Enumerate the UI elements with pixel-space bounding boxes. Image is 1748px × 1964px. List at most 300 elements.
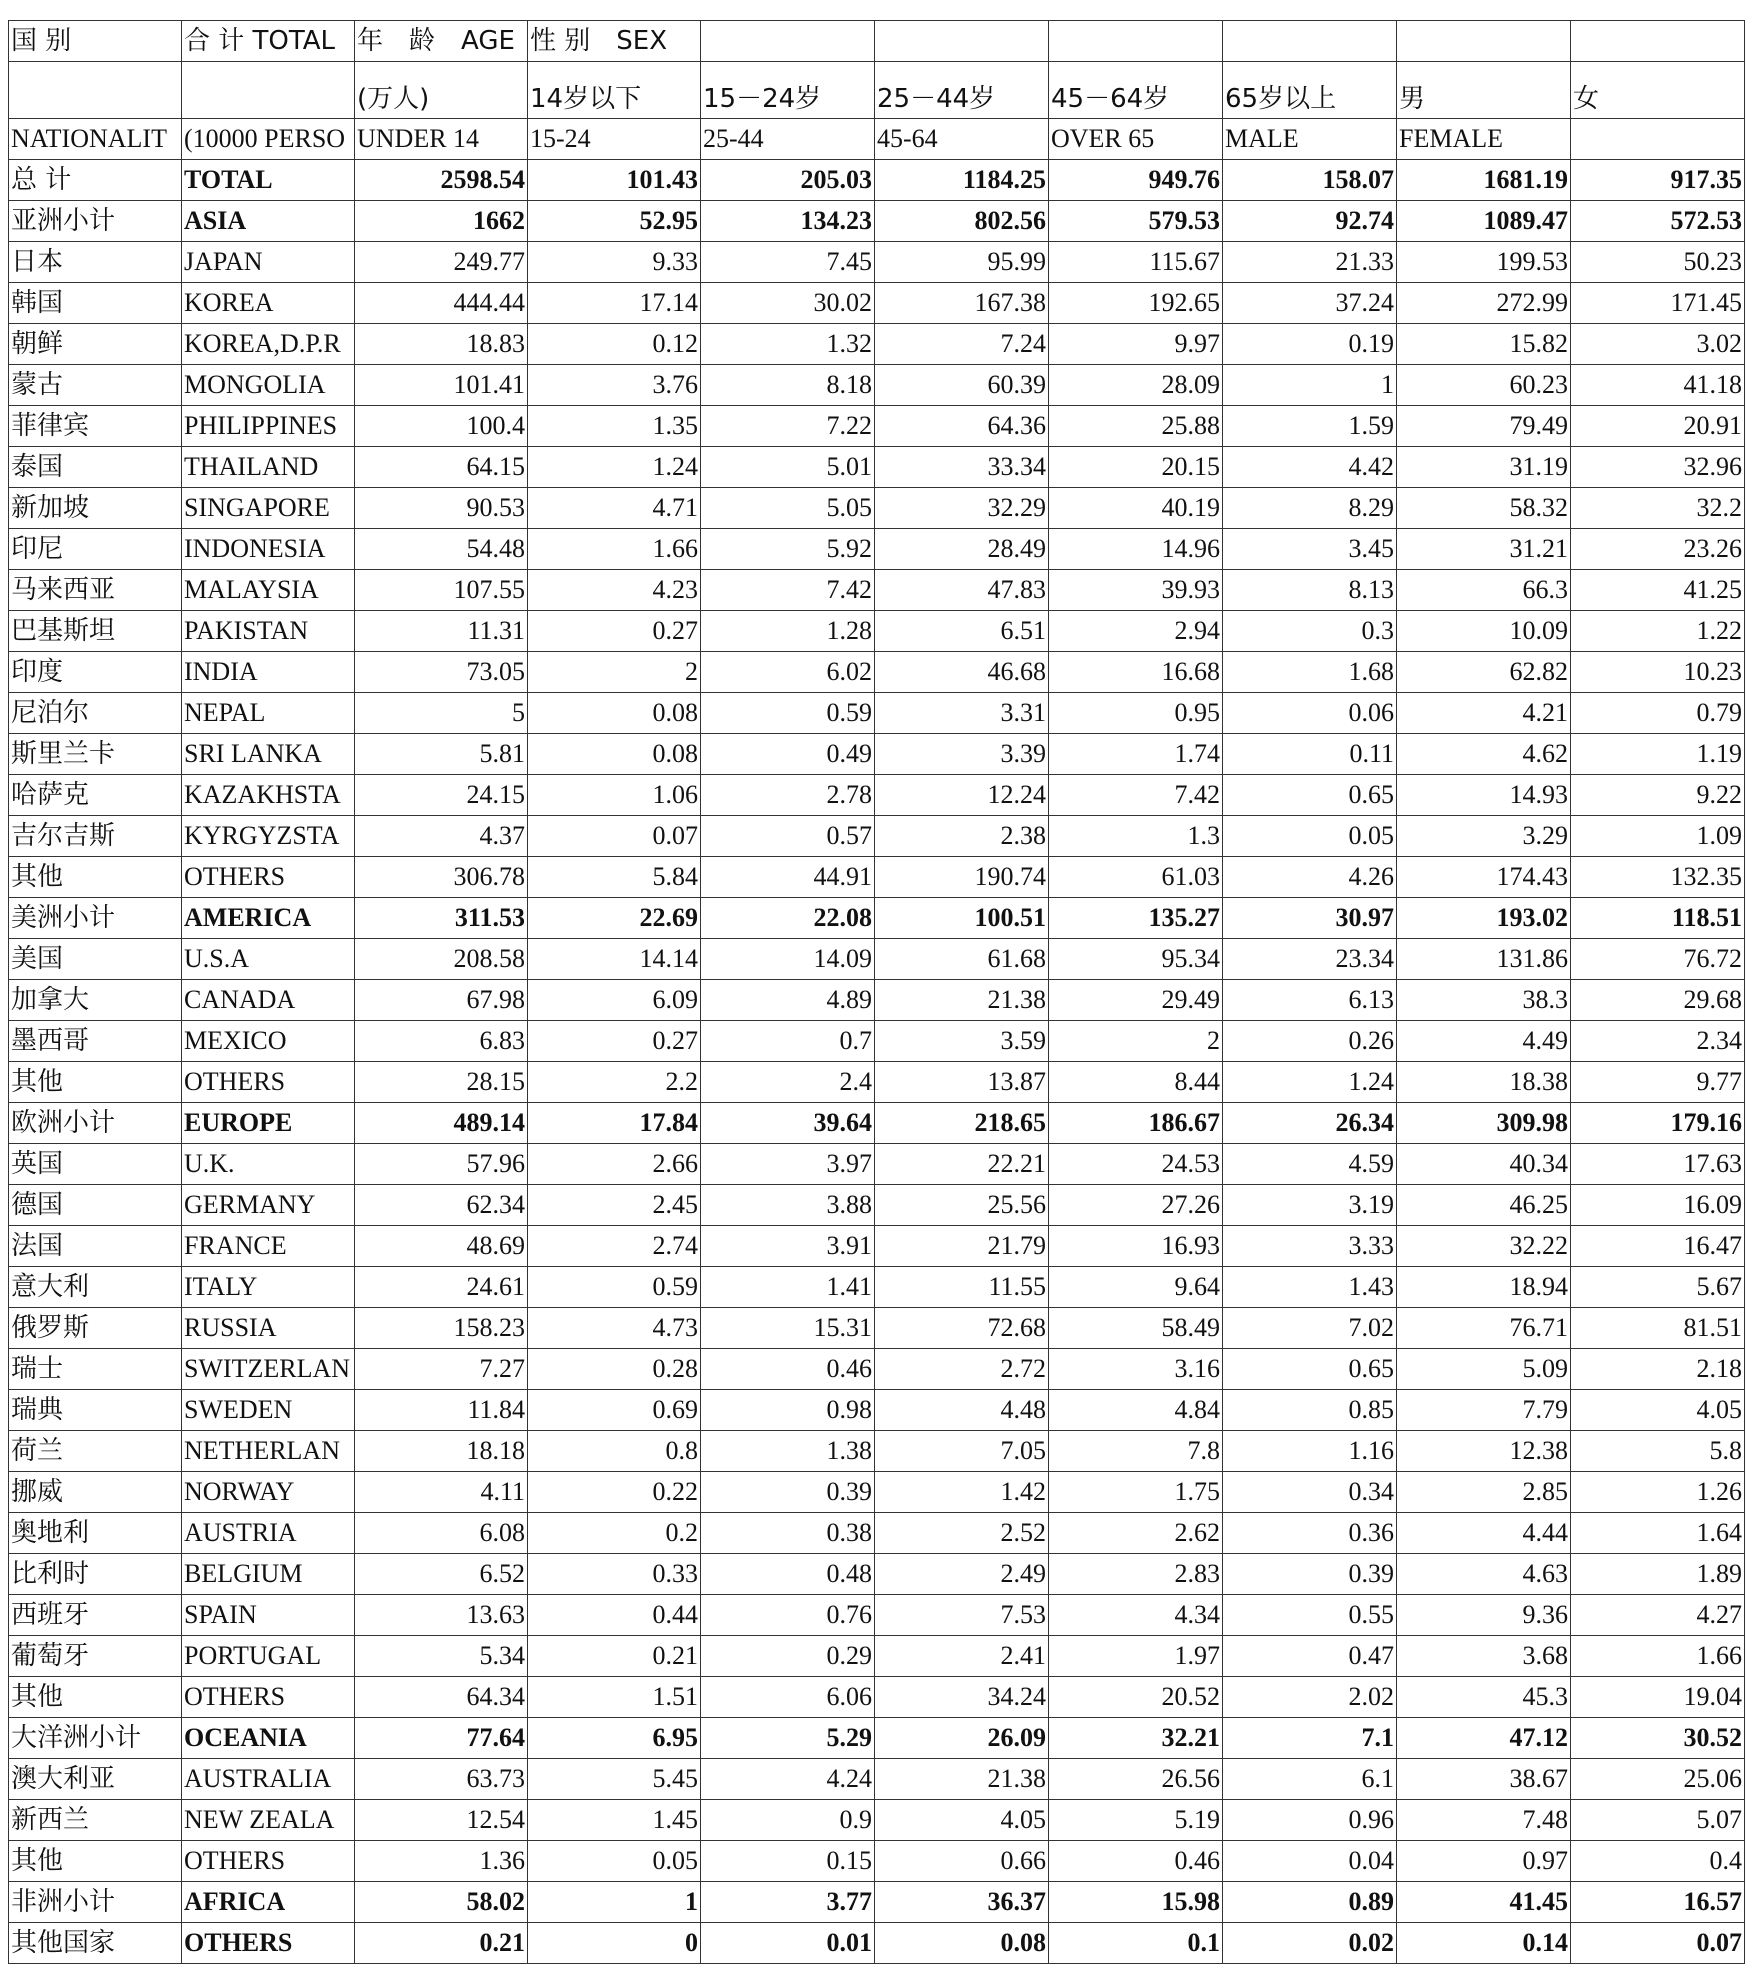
value-cell[interactable]: 28.49 (875, 529, 1049, 570)
value-cell[interactable]: 54.48 (355, 529, 528, 570)
value-cell[interactable]: 2.83 (1049, 1554, 1223, 1595)
value-cell[interactable]: 1.28 (701, 611, 875, 652)
value-cell[interactable]: 0.46 (1049, 1841, 1223, 1882)
value-cell[interactable]: 4.84 (1049, 1390, 1223, 1431)
value-cell[interactable]: 171.45 (1571, 283, 1745, 324)
value-cell[interactable]: 0.69 (528, 1390, 701, 1431)
value-cell[interactable]: 0.27 (528, 611, 701, 652)
value-cell[interactable]: 14.96 (1049, 529, 1223, 570)
value-cell[interactable]: 0.1 (1049, 1923, 1223, 1964)
value-cell[interactable]: 18.18 (355, 1431, 528, 1472)
header-cell[interactable] (701, 21, 875, 62)
value-cell[interactable]: 3.31 (875, 693, 1049, 734)
value-cell[interactable]: 39.64 (701, 1103, 875, 1144)
header-cell[interactable]: 年 龄 AGE (355, 21, 528, 62)
value-cell[interactable]: 158.23 (355, 1308, 528, 1349)
nationality-zh-cell[interactable]: 墨西哥 (9, 1021, 182, 1062)
value-cell[interactable]: 3.19 (1223, 1185, 1397, 1226)
nationality-zh-cell[interactable]: 马来西亚 (9, 570, 182, 611)
value-cell[interactable]: 24.61 (355, 1267, 528, 1308)
header-cell[interactable]: FEMALE (1397, 119, 1571, 160)
nationality-zh-cell[interactable]: 巴基斯坦 (9, 611, 182, 652)
nationality-en-cell[interactable]: KYRGYZSTA (182, 816, 355, 857)
header-cell[interactable]: MALE (1223, 119, 1397, 160)
value-cell[interactable]: 4.71 (528, 488, 701, 529)
nationality-en-cell[interactable]: U.K. (182, 1144, 355, 1185)
value-cell[interactable]: 20.15 (1049, 447, 1223, 488)
value-cell[interactable]: 917.35 (1571, 160, 1745, 201)
value-cell[interactable]: 101.43 (528, 160, 701, 201)
nationality-en-cell[interactable]: SWEDEN (182, 1390, 355, 1431)
nationality-en-cell[interactable]: SRI LANKA (182, 734, 355, 775)
nationality-en-cell[interactable]: TOTAL (182, 160, 355, 201)
header-cell[interactable]: (10000 PERSO (182, 119, 355, 160)
nationality-en-cell[interactable]: NORWAY (182, 1472, 355, 1513)
value-cell[interactable]: 29.49 (1049, 980, 1223, 1021)
nationality-zh-cell[interactable]: 吉尔吉斯 (9, 816, 182, 857)
value-cell[interactable]: 15.31 (701, 1308, 875, 1349)
nationality-zh-cell[interactable]: 蒙古 (9, 365, 182, 406)
value-cell[interactable]: 17.14 (528, 283, 701, 324)
value-cell[interactable]: 72.68 (875, 1308, 1049, 1349)
value-cell[interactable]: 6.02 (701, 652, 875, 693)
value-cell[interactable]: 2.66 (528, 1144, 701, 1185)
value-cell[interactable]: 7.53 (875, 1595, 1049, 1636)
value-cell[interactable]: 7.8 (1049, 1431, 1223, 1472)
value-cell[interactable]: 37.24 (1223, 283, 1397, 324)
value-cell[interactable]: 4.21 (1397, 693, 1571, 734)
value-cell[interactable]: 3.16 (1049, 1349, 1223, 1390)
value-cell[interactable]: 2.45 (528, 1185, 701, 1226)
value-cell[interactable]: 62.34 (355, 1185, 528, 1226)
value-cell[interactable]: 18.94 (1397, 1267, 1571, 1308)
value-cell[interactable]: 249.77 (355, 242, 528, 283)
nationality-en-cell[interactable]: AFRICA (182, 1882, 355, 1923)
value-cell[interactable]: 0.14 (1397, 1923, 1571, 1964)
value-cell[interactable]: 0.98 (701, 1390, 875, 1431)
value-cell[interactable]: 444.44 (355, 283, 528, 324)
nationality-zh-cell[interactable]: 泰国 (9, 447, 182, 488)
value-cell[interactable]: 3.39 (875, 734, 1049, 775)
nationality-zh-cell[interactable]: 其他 (9, 1677, 182, 1718)
header-cell[interactable]: 45－64岁 (1049, 62, 1223, 119)
nationality-zh-cell[interactable]: 英国 (9, 1144, 182, 1185)
value-cell[interactable]: 0.38 (701, 1513, 875, 1554)
nationality-en-cell[interactable]: OTHERS (182, 857, 355, 898)
value-cell[interactable]: 3.88 (701, 1185, 875, 1226)
value-cell[interactable]: 16.57 (1571, 1882, 1745, 1923)
value-cell[interactable]: 190.74 (875, 857, 1049, 898)
value-cell[interactable]: 0.66 (875, 1841, 1049, 1882)
header-cell[interactable]: OVER 65 (1049, 119, 1223, 160)
header-cell[interactable]: 国 别 (9, 21, 182, 62)
value-cell[interactable]: 2.78 (701, 775, 875, 816)
value-cell[interactable]: 572.53 (1571, 201, 1745, 242)
value-cell[interactable]: 3.97 (701, 1144, 875, 1185)
value-cell[interactable]: 40.34 (1397, 1144, 1571, 1185)
value-cell[interactable]: 16.93 (1049, 1226, 1223, 1267)
value-cell[interactable]: 40.19 (1049, 488, 1223, 529)
value-cell[interactable]: 6.95 (528, 1718, 701, 1759)
value-cell[interactable]: 100.51 (875, 898, 1049, 939)
value-cell[interactable]: 44.91 (701, 857, 875, 898)
nationality-en-cell[interactable]: ITALY (182, 1267, 355, 1308)
nationality-en-cell[interactable]: MONGOLIA (182, 365, 355, 406)
value-cell[interactable]: 32.2 (1571, 488, 1745, 529)
nationality-en-cell[interactable]: KOREA,D.P.R (182, 324, 355, 365)
value-cell[interactable]: 29.68 (1571, 980, 1745, 1021)
value-cell[interactable]: 6.08 (355, 1513, 528, 1554)
value-cell[interactable]: 0.15 (701, 1841, 875, 1882)
value-cell[interactable]: 0.12 (528, 324, 701, 365)
nationality-en-cell[interactable]: AMERICA (182, 898, 355, 939)
value-cell[interactable]: 0.59 (701, 693, 875, 734)
value-cell[interactable]: 118.51 (1571, 898, 1745, 939)
value-cell[interactable]: 32.96 (1571, 447, 1745, 488)
value-cell[interactable]: 2.85 (1397, 1472, 1571, 1513)
header-cell[interactable] (1397, 21, 1571, 62)
value-cell[interactable]: 311.53 (355, 898, 528, 939)
value-cell[interactable]: 0.02 (1223, 1923, 1397, 1964)
value-cell[interactable]: 76.71 (1397, 1308, 1571, 1349)
value-cell[interactable]: 1.26 (1571, 1472, 1745, 1513)
header-cell[interactable]: 25－44岁 (875, 62, 1049, 119)
value-cell[interactable]: 2.72 (875, 1349, 1049, 1390)
value-cell[interactable]: 38.3 (1397, 980, 1571, 1021)
value-cell[interactable]: 2598.54 (355, 160, 528, 201)
value-cell[interactable]: 9.36 (1397, 1595, 1571, 1636)
value-cell[interactable]: 100.4 (355, 406, 528, 447)
value-cell[interactable]: 24.53 (1049, 1144, 1223, 1185)
value-cell[interactable]: 63.73 (355, 1759, 528, 1800)
value-cell[interactable]: 12.24 (875, 775, 1049, 816)
value-cell[interactable]: 5.45 (528, 1759, 701, 1800)
value-cell[interactable]: 0.4 (1571, 1841, 1745, 1882)
value-cell[interactable]: 4.34 (1049, 1595, 1223, 1636)
nationality-en-cell[interactable]: KAZAKHSTA (182, 775, 355, 816)
value-cell[interactable]: 20.91 (1571, 406, 1745, 447)
value-cell[interactable]: 2.18 (1571, 1349, 1745, 1390)
value-cell[interactable]: 7.27 (355, 1349, 528, 1390)
nationality-en-cell[interactable]: EUROPE (182, 1103, 355, 1144)
value-cell[interactable]: 5.8 (1571, 1431, 1745, 1472)
value-cell[interactable]: 4.42 (1223, 447, 1397, 488)
nationality-en-cell[interactable]: AUSTRALIA (182, 1759, 355, 1800)
header-cell[interactable] (1223, 21, 1397, 62)
value-cell[interactable]: 5.07 (1571, 1800, 1745, 1841)
value-cell[interactable]: 20.52 (1049, 1677, 1223, 1718)
value-cell[interactable]: 32.21 (1049, 1718, 1223, 1759)
value-cell[interactable]: 8.13 (1223, 570, 1397, 611)
header-cell[interactable] (875, 21, 1049, 62)
value-cell[interactable]: 23.26 (1571, 529, 1745, 570)
value-cell[interactable]: 3.77 (701, 1882, 875, 1923)
value-cell[interactable]: 14.09 (701, 939, 875, 980)
nationality-zh-cell[interactable]: 法国 (9, 1226, 182, 1267)
value-cell[interactable]: 1 (1223, 365, 1397, 406)
value-cell[interactable]: 7.48 (1397, 1800, 1571, 1841)
nationality-en-cell[interactable]: OTHERS (182, 1677, 355, 1718)
value-cell[interactable]: 64.34 (355, 1677, 528, 1718)
value-cell[interactable]: 0.06 (1223, 693, 1397, 734)
value-cell[interactable]: 3.29 (1397, 816, 1571, 857)
nationality-zh-cell[interactable]: 荷兰 (9, 1431, 182, 1472)
value-cell[interactable]: 6.83 (355, 1021, 528, 1062)
value-cell[interactable]: 0.85 (1223, 1390, 1397, 1431)
value-cell[interactable]: 0.27 (528, 1021, 701, 1062)
value-cell[interactable]: 21.38 (875, 980, 1049, 1021)
value-cell[interactable]: 186.67 (1049, 1103, 1223, 1144)
value-cell[interactable]: 4.44 (1397, 1513, 1571, 1554)
nationality-zh-cell[interactable]: 西班牙 (9, 1595, 182, 1636)
value-cell[interactable]: 579.53 (1049, 201, 1223, 242)
value-cell[interactable]: 2.49 (875, 1554, 1049, 1595)
nationality-en-cell[interactable]: PHILIPPINES (182, 406, 355, 447)
value-cell[interactable]: 3.33 (1223, 1226, 1397, 1267)
value-cell[interactable]: 64.36 (875, 406, 1049, 447)
nationality-zh-cell[interactable]: 瑞士 (9, 1349, 182, 1390)
value-cell[interactable]: 0.11 (1223, 734, 1397, 775)
value-cell[interactable]: 13.87 (875, 1062, 1049, 1103)
value-cell[interactable]: 9.97 (1049, 324, 1223, 365)
value-cell[interactable]: 0.04 (1223, 1841, 1397, 1882)
value-cell[interactable]: 9.64 (1049, 1267, 1223, 1308)
value-cell[interactable]: 6.06 (701, 1677, 875, 1718)
value-cell[interactable]: 6.09 (528, 980, 701, 1021)
value-cell[interactable]: 73.05 (355, 652, 528, 693)
value-cell[interactable]: 179.16 (1571, 1103, 1745, 1144)
value-cell[interactable]: 1.66 (528, 529, 701, 570)
value-cell[interactable]: 18.83 (355, 324, 528, 365)
header-cell[interactable]: 性 别 SEX (528, 21, 701, 62)
value-cell[interactable]: 0.08 (875, 1923, 1049, 1964)
value-cell[interactable]: 1.97 (1049, 1636, 1223, 1677)
value-cell[interactable]: 2.94 (1049, 611, 1223, 652)
value-cell[interactable]: 1.3 (1049, 816, 1223, 857)
value-cell[interactable]: 0.07 (1571, 1923, 1745, 1964)
value-cell[interactable]: 0.08 (528, 734, 701, 775)
value-cell[interactable]: 19.04 (1571, 1677, 1745, 1718)
value-cell[interactable]: 33.34 (875, 447, 1049, 488)
value-cell[interactable]: 9.22 (1571, 775, 1745, 816)
value-cell[interactable]: 2.4 (701, 1062, 875, 1103)
value-cell[interactable]: 0.08 (528, 693, 701, 734)
value-cell[interactable]: 0.8 (528, 1431, 701, 1472)
value-cell[interactable]: 26.34 (1223, 1103, 1397, 1144)
value-cell[interactable]: 34.24 (875, 1677, 1049, 1718)
value-cell[interactable]: 1.74 (1049, 734, 1223, 775)
value-cell[interactable]: 0.89 (1223, 1882, 1397, 1923)
value-cell[interactable]: 0.47 (1223, 1636, 1397, 1677)
value-cell[interactable]: 0.44 (528, 1595, 701, 1636)
nationality-en-cell[interactable]: PAKISTAN (182, 611, 355, 652)
value-cell[interactable]: 3.68 (1397, 1636, 1571, 1677)
value-cell[interactable]: 1.32 (701, 324, 875, 365)
value-cell[interactable]: 4.05 (1571, 1390, 1745, 1431)
value-cell[interactable]: 92.74 (1223, 201, 1397, 242)
value-cell[interactable]: 61.03 (1049, 857, 1223, 898)
value-cell[interactable]: 60.39 (875, 365, 1049, 406)
value-cell[interactable]: 0.07 (528, 816, 701, 857)
value-cell[interactable]: 25.56 (875, 1185, 1049, 1226)
value-cell[interactable]: 5.92 (701, 529, 875, 570)
value-cell[interactable]: 22.69 (528, 898, 701, 939)
value-cell[interactable]: 14.14 (528, 939, 701, 980)
value-cell[interactable]: 4.11 (355, 1472, 528, 1513)
value-cell[interactable]: 1.42 (875, 1472, 1049, 1513)
value-cell[interactable]: 4.26 (1223, 857, 1397, 898)
value-cell[interactable]: 16.09 (1571, 1185, 1745, 1226)
value-cell[interactable]: 0.21 (528, 1636, 701, 1677)
header-cell[interactable] (182, 62, 355, 119)
header-cell[interactable]: UNDER 14 (355, 119, 528, 160)
value-cell[interactable]: 95.99 (875, 242, 1049, 283)
value-cell[interactable]: 1.64 (1571, 1513, 1745, 1554)
value-cell[interactable]: 0.7 (701, 1021, 875, 1062)
nationality-zh-cell[interactable]: 德国 (9, 1185, 182, 1226)
value-cell[interactable]: 11.84 (355, 1390, 528, 1431)
value-cell[interactable]: 64.15 (355, 447, 528, 488)
value-cell[interactable]: 0.65 (1223, 775, 1397, 816)
value-cell[interactable]: 101.41 (355, 365, 528, 406)
value-cell[interactable]: 0.2 (528, 1513, 701, 1554)
nationality-en-cell[interactable]: OTHERS (182, 1841, 355, 1882)
value-cell[interactable]: 58.49 (1049, 1308, 1223, 1349)
value-cell[interactable]: 28.09 (1049, 365, 1223, 406)
nationality-zh-cell[interactable]: 澳大利亚 (9, 1759, 182, 1800)
value-cell[interactable]: 1.89 (1571, 1554, 1745, 1595)
header-cell[interactable]: 14岁以下 (528, 62, 701, 119)
value-cell[interactable]: 30.52 (1571, 1718, 1745, 1759)
nationality-en-cell[interactable]: NEW ZEALA (182, 1800, 355, 1841)
nationality-zh-cell[interactable]: 哈萨克 (9, 775, 182, 816)
value-cell[interactable]: 1.45 (528, 1800, 701, 1841)
value-cell[interactable]: 17.84 (528, 1103, 701, 1144)
value-cell[interactable]: 0.49 (701, 734, 875, 775)
value-cell[interactable]: 1662 (355, 201, 528, 242)
value-cell[interactable]: 1.66 (1571, 1636, 1745, 1677)
value-cell[interactable]: 802.56 (875, 201, 1049, 242)
value-cell[interactable]: 16.47 (1571, 1226, 1745, 1267)
value-cell[interactable]: 58.02 (355, 1882, 528, 1923)
value-cell[interactable]: 192.65 (1049, 283, 1223, 324)
value-cell[interactable]: 1681.19 (1397, 160, 1571, 201)
value-cell[interactable]: 0.39 (701, 1472, 875, 1513)
value-cell[interactable]: 174.43 (1397, 857, 1571, 898)
value-cell[interactable]: 26.09 (875, 1718, 1049, 1759)
nationality-zh-cell[interactable]: 美洲小计 (9, 898, 182, 939)
value-cell[interactable]: 135.27 (1049, 898, 1223, 939)
value-cell[interactable]: 4.37 (355, 816, 528, 857)
value-cell[interactable]: 7.24 (875, 324, 1049, 365)
value-cell[interactable]: 17.63 (1571, 1144, 1745, 1185)
nationality-zh-cell[interactable]: 新加坡 (9, 488, 182, 529)
value-cell[interactable]: 77.64 (355, 1718, 528, 1759)
value-cell[interactable]: 30.97 (1223, 898, 1397, 939)
value-cell[interactable]: 4.48 (875, 1390, 1049, 1431)
nationality-en-cell[interactable]: NEPAL (182, 693, 355, 734)
header-cell[interactable] (1571, 119, 1745, 160)
value-cell[interactable]: 41.18 (1571, 365, 1745, 406)
value-cell[interactable]: 79.49 (1397, 406, 1571, 447)
value-cell[interactable]: 67.98 (355, 980, 528, 1021)
value-cell[interactable]: 1.41 (701, 1267, 875, 1308)
value-cell[interactable]: 107.55 (355, 570, 528, 611)
nationality-zh-cell[interactable]: 菲律宾 (9, 406, 182, 447)
nationality-en-cell[interactable]: FRANCE (182, 1226, 355, 1267)
nationality-zh-cell[interactable]: 意大利 (9, 1267, 182, 1308)
value-cell[interactable]: 1 (528, 1882, 701, 1923)
value-cell[interactable]: 2.38 (875, 816, 1049, 857)
value-cell[interactable]: 41.45 (1397, 1882, 1571, 1923)
value-cell[interactable]: 2.52 (875, 1513, 1049, 1554)
value-cell[interactable]: 115.67 (1049, 242, 1223, 283)
value-cell[interactable]: 0.01 (701, 1923, 875, 1964)
value-cell[interactable]: 4.63 (1397, 1554, 1571, 1595)
value-cell[interactable]: 30.02 (701, 283, 875, 324)
value-cell[interactable]: 0.57 (701, 816, 875, 857)
value-cell[interactable]: 1.51 (528, 1677, 701, 1718)
value-cell[interactable]: 7.79 (1397, 1390, 1571, 1431)
value-cell[interactable]: 1.35 (528, 406, 701, 447)
value-cell[interactable]: 0.96 (1223, 1800, 1397, 1841)
value-cell[interactable]: 0.65 (1223, 1349, 1397, 1390)
nationality-en-cell[interactable]: SINGAPORE (182, 488, 355, 529)
header-cell[interactable]: (万人) (355, 62, 528, 119)
nationality-zh-cell[interactable]: 加拿大 (9, 980, 182, 1021)
value-cell[interactable]: 52.95 (528, 201, 701, 242)
header-cell[interactable]: 65岁以上 (1223, 62, 1397, 119)
value-cell[interactable]: 132.35 (1571, 857, 1745, 898)
value-cell[interactable]: 11.55 (875, 1267, 1049, 1308)
nationality-en-cell[interactable]: RUSSIA (182, 1308, 355, 1349)
value-cell[interactable]: 12.54 (355, 1800, 528, 1841)
value-cell[interactable]: 4.73 (528, 1308, 701, 1349)
value-cell[interactable]: 7.02 (1223, 1308, 1397, 1349)
value-cell[interactable]: 3.02 (1571, 324, 1745, 365)
value-cell[interactable]: 23.34 (1223, 939, 1397, 980)
nationality-en-cell[interactable]: OTHERS (182, 1923, 355, 1964)
value-cell[interactable]: 2.62 (1049, 1513, 1223, 1554)
value-cell[interactable]: 4.62 (1397, 734, 1571, 775)
value-cell[interactable]: 31.19 (1397, 447, 1571, 488)
value-cell[interactable]: 0.34 (1223, 1472, 1397, 1513)
value-cell[interactable]: 46.68 (875, 652, 1049, 693)
nationality-zh-cell[interactable]: 总 计 (9, 160, 182, 201)
value-cell[interactable]: 12.38 (1397, 1431, 1571, 1472)
value-cell[interactable]: 199.53 (1397, 242, 1571, 283)
value-cell[interactable]: 4.23 (528, 570, 701, 611)
value-cell[interactable]: 193.02 (1397, 898, 1571, 939)
value-cell[interactable]: 949.76 (1049, 160, 1223, 201)
nationality-en-cell[interactable]: INDONESIA (182, 529, 355, 570)
value-cell[interactable]: 167.38 (875, 283, 1049, 324)
nationality-zh-cell[interactable]: 韩国 (9, 283, 182, 324)
value-cell[interactable]: 47.83 (875, 570, 1049, 611)
header-cell[interactable]: 45-64 (875, 119, 1049, 160)
value-cell[interactable]: 15.98 (1049, 1882, 1223, 1923)
value-cell[interactable]: 0.28 (528, 1349, 701, 1390)
value-cell[interactable]: 5.81 (355, 734, 528, 775)
nationality-en-cell[interactable]: OCEANIA (182, 1718, 355, 1759)
value-cell[interactable]: 2.74 (528, 1226, 701, 1267)
value-cell[interactable]: 9.33 (528, 242, 701, 283)
value-cell[interactable]: 0.33 (528, 1554, 701, 1595)
value-cell[interactable]: 0.29 (701, 1636, 875, 1677)
value-cell[interactable]: 4.49 (1397, 1021, 1571, 1062)
nationality-en-cell[interactable]: JAPAN (182, 242, 355, 283)
value-cell[interactable]: 2 (1049, 1021, 1223, 1062)
